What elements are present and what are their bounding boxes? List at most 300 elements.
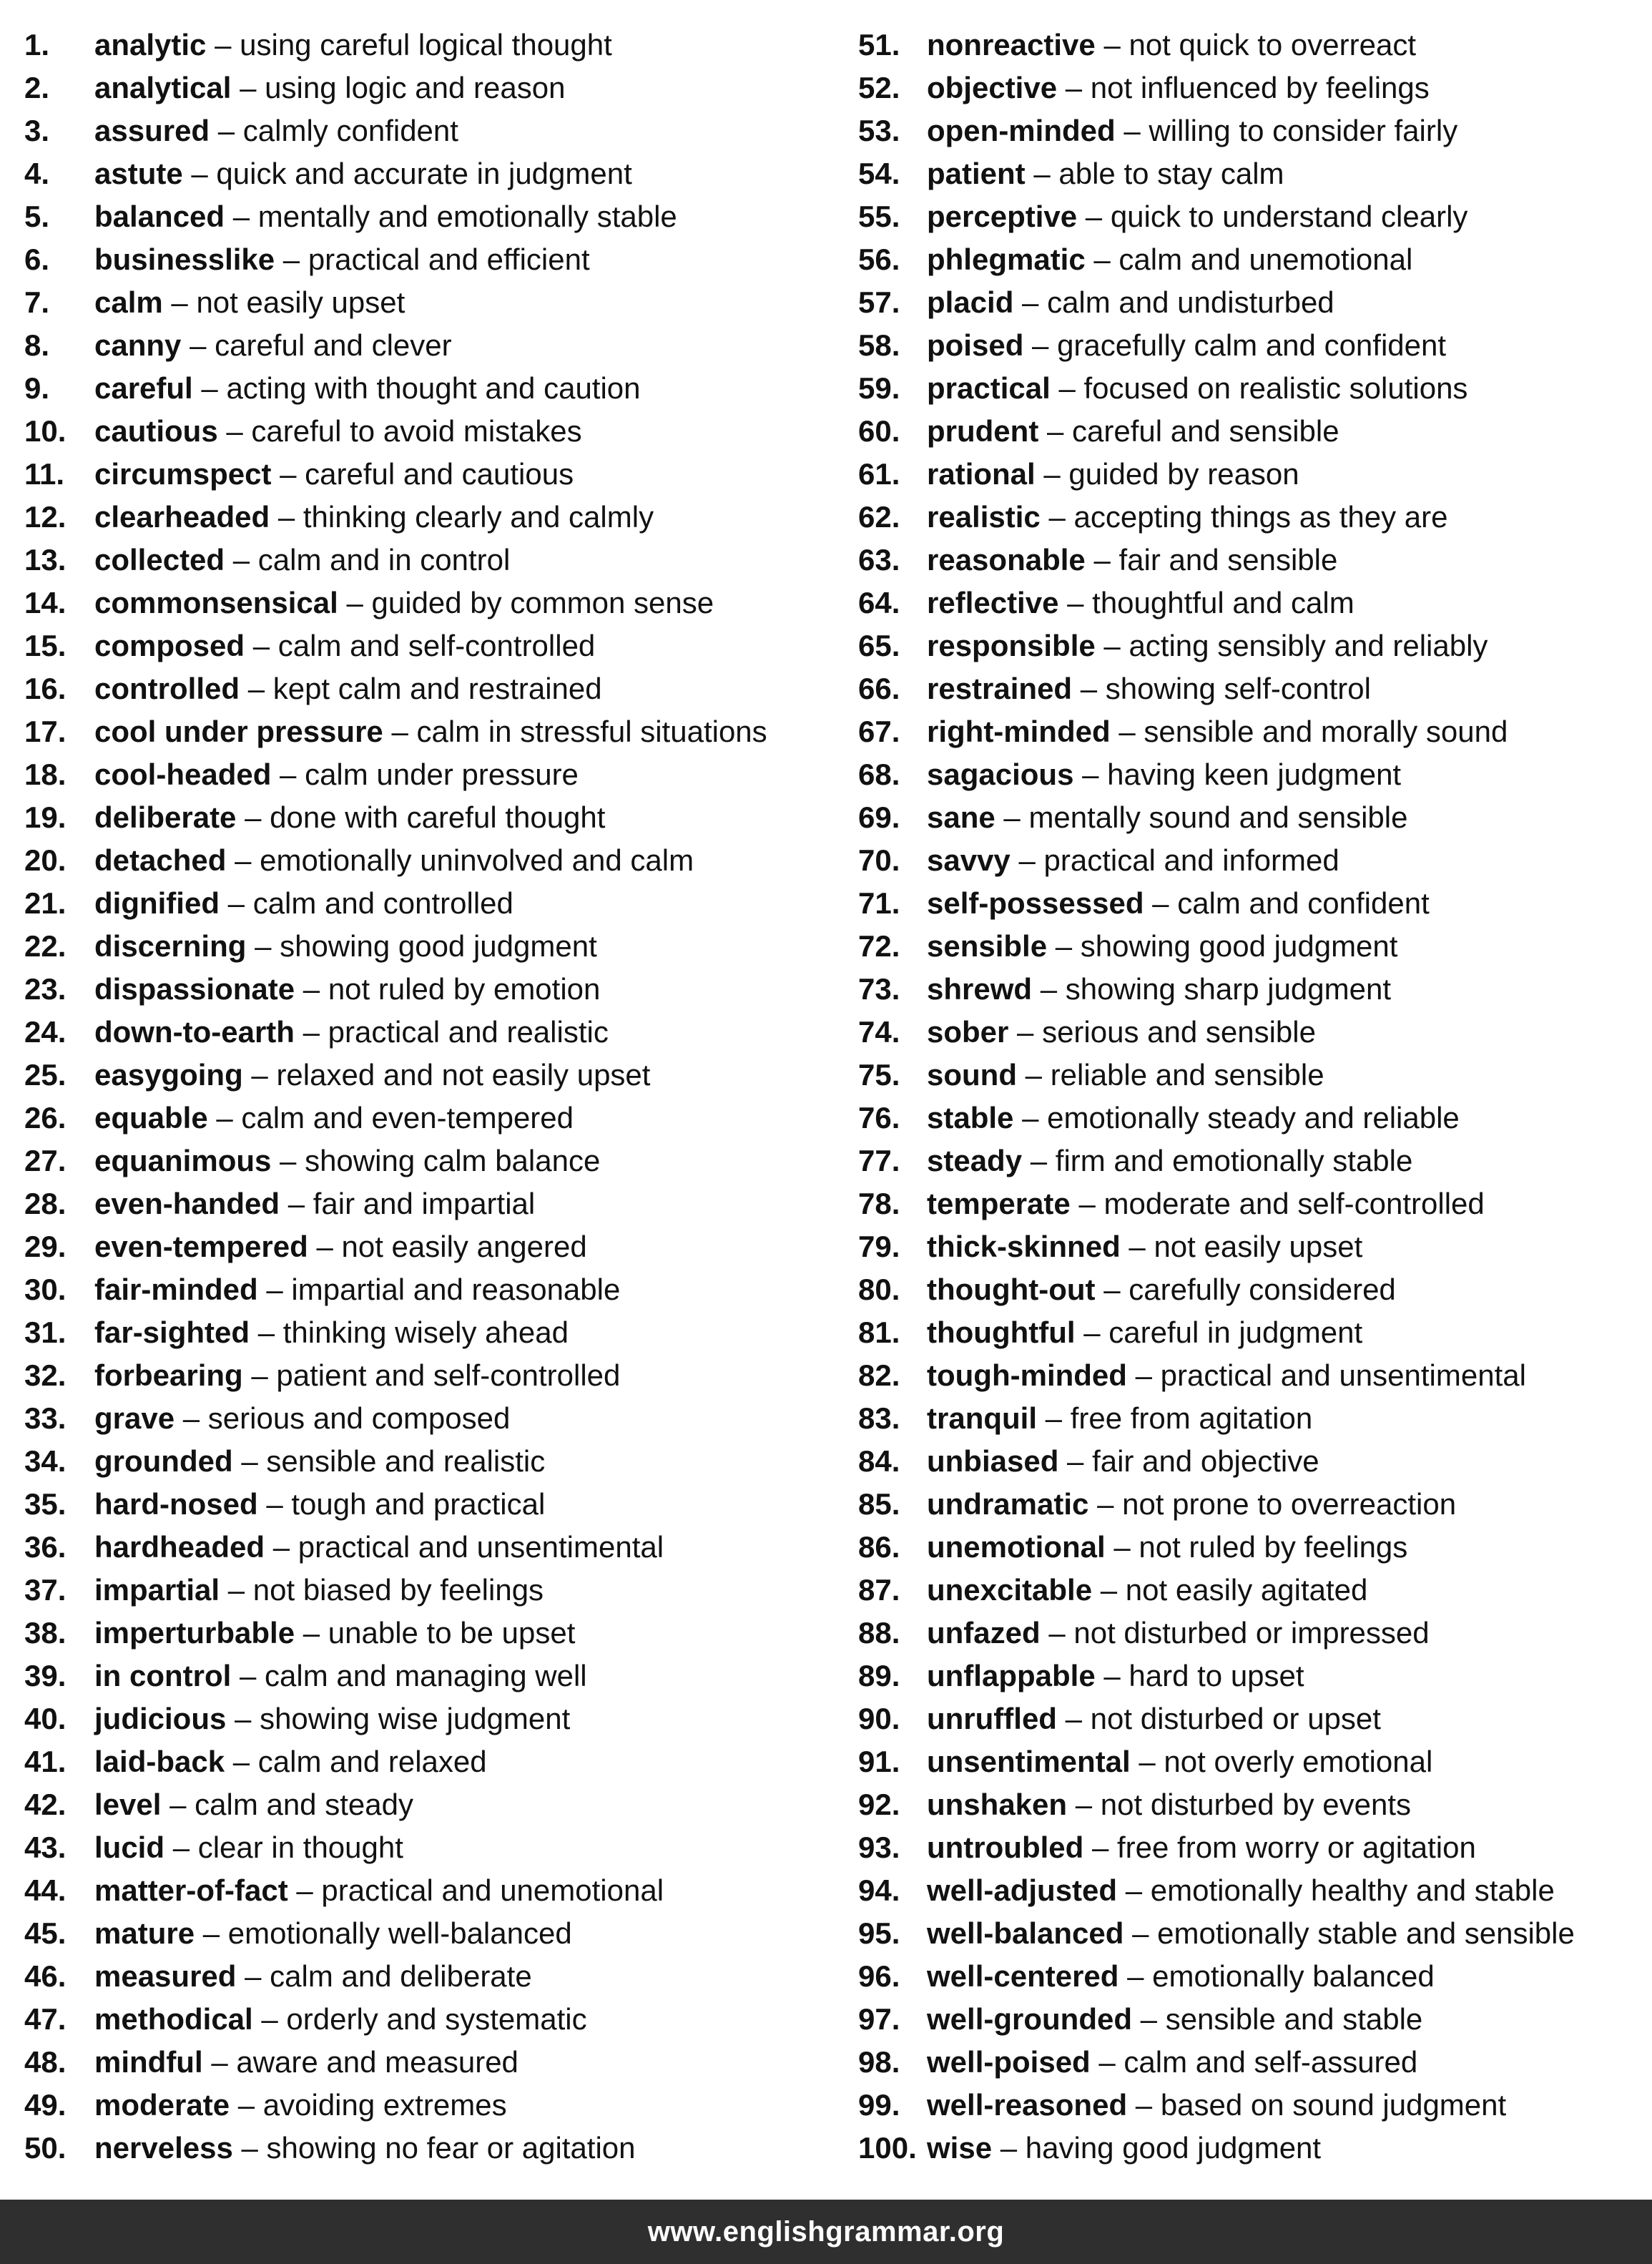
item-number: 23.: [24, 972, 67, 1006]
item-definition: not easily angered: [341, 1230, 587, 1263]
item-word: stable: [927, 1101, 1014, 1135]
item-number: 86.: [858, 1530, 900, 1564]
item-word: forbearing: [94, 1358, 243, 1392]
item-definition: quick to understand clearly: [1110, 200, 1468, 233]
item-definition: sensible and realistic: [266, 1444, 546, 1478]
item-definition: free from worry or agitation: [1117, 1831, 1476, 1864]
item-definition: showing no fear or agitation: [266, 2131, 636, 2165]
list-item: [858, 1612, 1645, 1655]
item-number: 91.: [858, 1745, 900, 1778]
item-word: tough-minded: [927, 1358, 1127, 1392]
list-item: [858, 539, 1645, 582]
list-item: [24, 582, 840, 624]
item-definition: showing calm balance: [305, 1144, 601, 1177]
list-item: [858, 582, 1645, 624]
item-separator: –: [1078, 1187, 1096, 1220]
list-item: [858, 1440, 1645, 1483]
item-definition: not disturbed by events: [1100, 1788, 1412, 1821]
list-item: [24, 453, 840, 496]
item-separator: –: [346, 586, 363, 619]
item-definition: hard to upset: [1129, 1659, 1304, 1692]
item-definition: accepting things as they are: [1073, 500, 1448, 534]
list-item: [24, 839, 840, 882]
list-item: [858, 67, 1645, 109]
list-item: [24, 796, 840, 839]
item-word: poised: [927, 328, 1024, 362]
item-definition: not overly emotional: [1164, 1745, 1433, 1778]
item-number: 95.: [858, 1916, 900, 1950]
item-word: undramatic: [927, 1487, 1089, 1521]
item-separator: –: [266, 1487, 283, 1521]
item-number: 34.: [24, 1444, 67, 1478]
item-separator: –: [1103, 1659, 1121, 1692]
item-word: cool-headed: [94, 758, 272, 791]
item-separator: –: [1132, 1916, 1149, 1950]
item-number: 45.: [24, 1916, 67, 1950]
item-word: well-grounded: [927, 2002, 1132, 2036]
item-word: fair-minded: [94, 1273, 258, 1306]
item-word: measured: [94, 1959, 237, 1993]
list-item: [24, 67, 840, 109]
item-number: 51.: [858, 28, 900, 62]
item-definition: careful in judgment: [1108, 1315, 1363, 1349]
list-item: [24, 1569, 840, 1612]
item-separator: –: [252, 629, 270, 662]
item-separator: –: [1097, 1487, 1114, 1521]
item-word: sane: [927, 800, 995, 834]
item-definition: acting with thought and caution: [226, 371, 641, 405]
item-number: 97.: [858, 2002, 900, 2036]
item-word: unruffled: [927, 1702, 1057, 1735]
item-word: thoughtful: [927, 1315, 1076, 1349]
item-definition: free from agitation: [1070, 1401, 1313, 1435]
item-definition: thoughtful and calm: [1092, 586, 1354, 619]
list-item: [24, 1955, 840, 1998]
item-word: deliberate: [94, 800, 237, 834]
item-word: reasonable: [927, 543, 1086, 577]
item-word: composed: [94, 629, 245, 662]
item-definition: reliable and sensible: [1050, 1058, 1324, 1092]
item-separator: –: [1000, 2131, 1018, 2165]
item-number: 79.: [858, 1230, 900, 1263]
item-definition: calm and undisturbed: [1047, 285, 1334, 319]
item-word: unfazed: [927, 1616, 1041, 1650]
item-number: 64.: [858, 586, 900, 619]
item-word: imperturbable: [94, 1616, 295, 1650]
list-item: [24, 1011, 840, 1054]
item-definition: not easily upset: [196, 285, 405, 319]
item-word: well-adjusted: [927, 1873, 1118, 1907]
item-number: 59.: [858, 371, 900, 405]
item-number: 67.: [858, 715, 900, 748]
item-separator: –: [232, 1745, 250, 1778]
item-definition: thinking clearly and calmly: [303, 500, 654, 534]
item-definition: serious and composed: [207, 1401, 511, 1435]
item-separator: –: [391, 715, 408, 748]
item-number: 3.: [24, 114, 50, 147]
word-list-column-right: [858, 24, 1645, 2170]
item-separator: –: [296, 1873, 313, 1907]
item-definition: calm and in control: [257, 543, 511, 577]
item-word: unsentimental: [927, 1745, 1131, 1778]
item-separator: –: [1003, 800, 1021, 834]
list-item: [24, 1483, 840, 1526]
list-item: [24, 1655, 840, 1697]
item-separator: –: [1124, 114, 1141, 147]
item-word: tranquil: [927, 1401, 1037, 1435]
list-item: [24, 753, 840, 796]
list-item: [24, 968, 840, 1011]
item-number: 57.: [858, 285, 900, 319]
item-separator: –: [282, 242, 300, 276]
item-definition: emotionally well-balanced: [227, 1916, 572, 1950]
item-word: realistic: [927, 500, 1041, 534]
item-word: reflective: [927, 586, 1059, 619]
item-definition: gracefully calm and confident: [1057, 328, 1447, 362]
item-separator: –: [1065, 1702, 1082, 1735]
list-item: [858, 1097, 1645, 1140]
item-word: careful: [94, 371, 193, 405]
item-word: businesslike: [94, 242, 275, 276]
item-separator: –: [1022, 285, 1039, 319]
item-number: 69.: [858, 800, 900, 834]
item-word: in control: [94, 1659, 232, 1692]
item-number: 52.: [858, 71, 900, 104]
item-separator: –: [232, 543, 250, 577]
item-separator: –: [287, 1187, 305, 1220]
item-separator: –: [266, 1273, 283, 1306]
list-item: [858, 1569, 1645, 1612]
item-number: 89.: [858, 1659, 900, 1692]
item-separator: –: [227, 1573, 245, 1607]
list-item: [24, 2041, 840, 2084]
item-number: 31.: [24, 1315, 67, 1349]
item-definition: serious and sensible: [1042, 1015, 1316, 1049]
item-definition: thinking wisely ahead: [282, 1315, 569, 1349]
item-separator: –: [1055, 929, 1073, 963]
item-definition: careful and clever: [215, 328, 452, 362]
footer-bar: [0, 2200, 1652, 2264]
item-number: 88.: [858, 1616, 900, 1650]
item-separator: –: [251, 1058, 268, 1092]
item-definition: calmly confident: [242, 114, 458, 147]
item-definition: practical and unsentimental: [298, 1530, 664, 1564]
item-word: analytical: [94, 71, 232, 104]
item-definition: not biased by feelings: [252, 1573, 544, 1607]
item-separator: –: [1118, 715, 1136, 748]
item-word: even-handed: [94, 1187, 280, 1220]
item-word: patient: [927, 157, 1026, 190]
item-word: mature: [94, 1916, 195, 1950]
item-number: 49.: [24, 2088, 67, 2122]
list-item: [24, 152, 840, 195]
item-definition: not ruled by feelings: [1139, 1530, 1408, 1564]
list-item: [858, 710, 1645, 753]
list-item: [24, 1397, 840, 1440]
item-number: 26.: [24, 1101, 67, 1135]
item-definition: not easily upset: [1154, 1230, 1363, 1263]
item-number: 12.: [24, 500, 67, 534]
item-word: phlegmatic: [927, 242, 1086, 276]
item-definition: able to stay calm: [1058, 157, 1284, 190]
item-number: 87.: [858, 1573, 900, 1607]
list-item: [24, 367, 840, 410]
item-word: self-possessed: [927, 886, 1144, 920]
list-item: [24, 925, 840, 968]
item-separator: –: [1067, 586, 1084, 619]
item-definition: fair and sensible: [1118, 543, 1338, 577]
item-number: 92.: [858, 1788, 900, 1821]
list-item: [858, 367, 1645, 410]
item-word: matter-of-fact: [94, 1873, 288, 1907]
item-number: 8.: [24, 328, 50, 362]
item-definition: calm and controlled: [252, 886, 513, 920]
item-number: 11.: [24, 457, 65, 491]
item-separator: –: [1125, 1873, 1143, 1907]
item-separator: –: [1103, 629, 1121, 662]
item-separator: –: [1129, 1230, 1146, 1263]
list-item: [858, 667, 1645, 710]
list-item: [858, 1011, 1645, 1054]
item-separator: –: [1139, 1745, 1156, 1778]
item-number: 55.: [858, 200, 900, 233]
item-number: 62.: [858, 500, 900, 534]
list-item: [858, 624, 1645, 667]
item-separator: –: [261, 2002, 278, 2036]
item-separator: –: [251, 1358, 268, 1392]
item-number: 35.: [24, 1487, 67, 1521]
item-separator: –: [1093, 543, 1111, 577]
list-item: [858, 1182, 1645, 1225]
item-word: savvy: [927, 843, 1011, 877]
item-number: 24.: [24, 1015, 67, 1049]
item-definition: acting sensibly and reliably: [1129, 629, 1488, 662]
list-item: [24, 2084, 840, 2127]
item-definition: guided by common sense: [371, 586, 714, 619]
list-item: [858, 2041, 1645, 2084]
item-definition: practical and informed: [1043, 843, 1339, 877]
item-word: placid: [927, 285, 1014, 319]
item-separator: –: [280, 1144, 297, 1177]
item-number: 7.: [24, 285, 50, 319]
item-number: 32.: [24, 1358, 67, 1392]
item-word: well-balanced: [927, 1916, 1124, 1950]
item-separator: –: [240, 1659, 257, 1692]
item-number: 29.: [24, 1230, 67, 1263]
item-number: 18.: [24, 758, 67, 791]
item-word: dispassionate: [94, 972, 295, 1006]
item-definition: clear in thought: [197, 1831, 403, 1864]
item-number: 28.: [24, 1187, 67, 1220]
item-separator: –: [1098, 2045, 1116, 2079]
item-definition: fair and impartial: [313, 1187, 536, 1220]
item-number: 38.: [24, 1616, 67, 1650]
list-item: [24, 410, 840, 453]
item-number: 58.: [858, 328, 900, 362]
list-item: [858, 1955, 1645, 1998]
item-separator: –: [1093, 242, 1111, 276]
item-word: unemotional: [927, 1530, 1106, 1564]
item-definition: calm and even-tempered: [241, 1101, 574, 1135]
item-word: assured: [94, 114, 210, 147]
list-item: [858, 1311, 1645, 1354]
list-item: [858, 453, 1645, 496]
item-word: sober: [927, 1015, 1009, 1049]
list-item: [858, 1783, 1645, 1826]
item-word: moderate: [94, 2088, 230, 2122]
item-separator: –: [1085, 200, 1103, 233]
list-item: [858, 410, 1645, 453]
item-definition: emotionally healthy and stable: [1150, 1873, 1555, 1907]
item-word: canny: [94, 328, 182, 362]
item-word: discerning: [94, 929, 247, 963]
item-definition: impartial and reasonable: [291, 1273, 621, 1306]
item-number: 36.: [24, 1530, 67, 1564]
item-word: unbiased: [927, 1444, 1059, 1478]
item-separator: –: [1067, 1444, 1084, 1478]
item-number: 94.: [858, 1873, 900, 1907]
item-number: 16.: [24, 672, 67, 705]
list-item: [24, 1225, 840, 1268]
item-separator: –: [1103, 28, 1121, 62]
item-separator: –: [191, 157, 208, 190]
item-definition: practical and unsentimental: [1160, 1358, 1526, 1392]
item-definition: calm and deliberate: [270, 1959, 532, 1993]
item-word: cool under pressure: [94, 715, 383, 748]
item-definition: willing to consider fairly: [1149, 114, 1458, 147]
item-definition: showing wise judgment: [260, 1702, 571, 1735]
list-item: [858, 839, 1645, 882]
item-separator: –: [235, 843, 252, 877]
item-number: 53.: [858, 114, 900, 147]
list-item: [24, 1440, 840, 1483]
item-definition: showing self-control: [1105, 672, 1371, 705]
item-word: rational: [927, 457, 1036, 491]
item-word: level: [94, 1788, 162, 1821]
list-item: [858, 1912, 1645, 1955]
item-number: 47.: [24, 2002, 67, 2036]
item-number: 68.: [858, 758, 900, 791]
item-word: objective: [927, 71, 1058, 104]
item-number: 27.: [24, 1144, 67, 1177]
item-number: 96.: [858, 1959, 900, 1993]
list-item: [24, 496, 840, 539]
item-number: 77.: [858, 1144, 900, 1177]
item-word: open-minded: [927, 114, 1116, 147]
item-definition: using careful logical thought: [240, 28, 612, 62]
item-separator: –: [202, 1916, 220, 1950]
item-definition: showing sharp judgment: [1065, 972, 1392, 1006]
item-number: 37.: [24, 1573, 67, 1607]
item-word: practical: [927, 371, 1051, 405]
list-item: [858, 753, 1645, 796]
item-definition: using logic and reason: [265, 71, 566, 104]
item-word: methodical: [94, 2002, 253, 2036]
item-separator: –: [1025, 1058, 1043, 1092]
item-definition: aware and measured: [236, 2045, 518, 2079]
item-number: 83.: [858, 1401, 900, 1435]
item-number: 82.: [858, 1358, 900, 1392]
item-number: 39.: [24, 1659, 67, 1692]
item-word: detached: [94, 843, 227, 877]
item-definition: orderly and systematic: [286, 2002, 587, 2036]
list-item: [24, 1612, 840, 1655]
list-item: [24, 1311, 840, 1354]
item-separator: –: [1135, 1358, 1152, 1392]
item-separator: –: [217, 114, 235, 147]
list-item: [24, 109, 840, 152]
item-word: sensible: [927, 929, 1048, 963]
item-word: circumspect: [94, 457, 272, 491]
list-item: [24, 2127, 840, 2170]
item-separator: –: [1113, 1530, 1131, 1564]
footer-website-link[interactable]: www.englishgrammar.org: [647, 2215, 1005, 2248]
item-definition: guided by reason: [1068, 457, 1299, 491]
item-word: equanimous: [94, 1144, 272, 1177]
list-item: [24, 1697, 840, 1740]
item-separator: –: [232, 200, 250, 233]
item-word: mindful: [94, 2045, 203, 2079]
item-definition: tough and practical: [291, 1487, 546, 1521]
item-word: thought-out: [927, 1273, 1096, 1306]
list-item: [858, 24, 1645, 67]
list-item: [858, 882, 1645, 925]
item-separator: –: [240, 71, 257, 104]
item-number: 61.: [858, 457, 900, 491]
item-separator: –: [1040, 972, 1058, 1006]
item-word: thick-skinned: [927, 1230, 1121, 1263]
list-item: [858, 2084, 1645, 2127]
item-definition: practical and unemotional: [321, 1873, 664, 1907]
item-word: unflappable: [927, 1659, 1096, 1692]
item-definition: fair and objective: [1092, 1444, 1319, 1478]
list-item: [24, 195, 840, 238]
item-number: 13.: [24, 543, 67, 577]
list-item: [24, 1740, 840, 1783]
item-definition: mentally and emotionally stable: [257, 200, 677, 233]
item-definition: showing good judgment: [280, 929, 597, 963]
item-definition: unable to be upset: [328, 1616, 576, 1650]
item-separator: –: [1045, 1401, 1063, 1435]
list-item: [24, 539, 840, 582]
item-number: 15.: [24, 629, 67, 662]
item-word: balanced: [94, 200, 225, 233]
item-number: 75.: [858, 1058, 900, 1092]
item-separator: –: [255, 929, 272, 963]
item-number: 81.: [858, 1315, 900, 1349]
item-separator: –: [1032, 328, 1049, 362]
item-word: analytic: [94, 28, 207, 62]
item-number: 65.: [858, 629, 900, 662]
item-number: 54.: [858, 157, 900, 190]
item-word: untroubled: [927, 1831, 1084, 1864]
item-definition: calm and relaxed: [257, 1745, 487, 1778]
list-item: [24, 1354, 840, 1397]
list-item: [24, 324, 840, 367]
item-number: 70.: [858, 843, 900, 877]
list-item: [858, 1054, 1645, 1097]
item-number: 60.: [858, 414, 900, 448]
item-separator: –: [303, 972, 320, 1006]
item-definition: done with careful thought: [270, 800, 606, 834]
item-number: 40.: [24, 1702, 67, 1735]
item-separator: –: [1083, 1315, 1101, 1349]
item-separator: –: [201, 371, 218, 405]
item-definition: not disturbed or impressed: [1073, 1616, 1430, 1650]
item-number: 21.: [24, 886, 67, 920]
item-word: easygoing: [94, 1058, 243, 1092]
list-item: [24, 1140, 840, 1182]
